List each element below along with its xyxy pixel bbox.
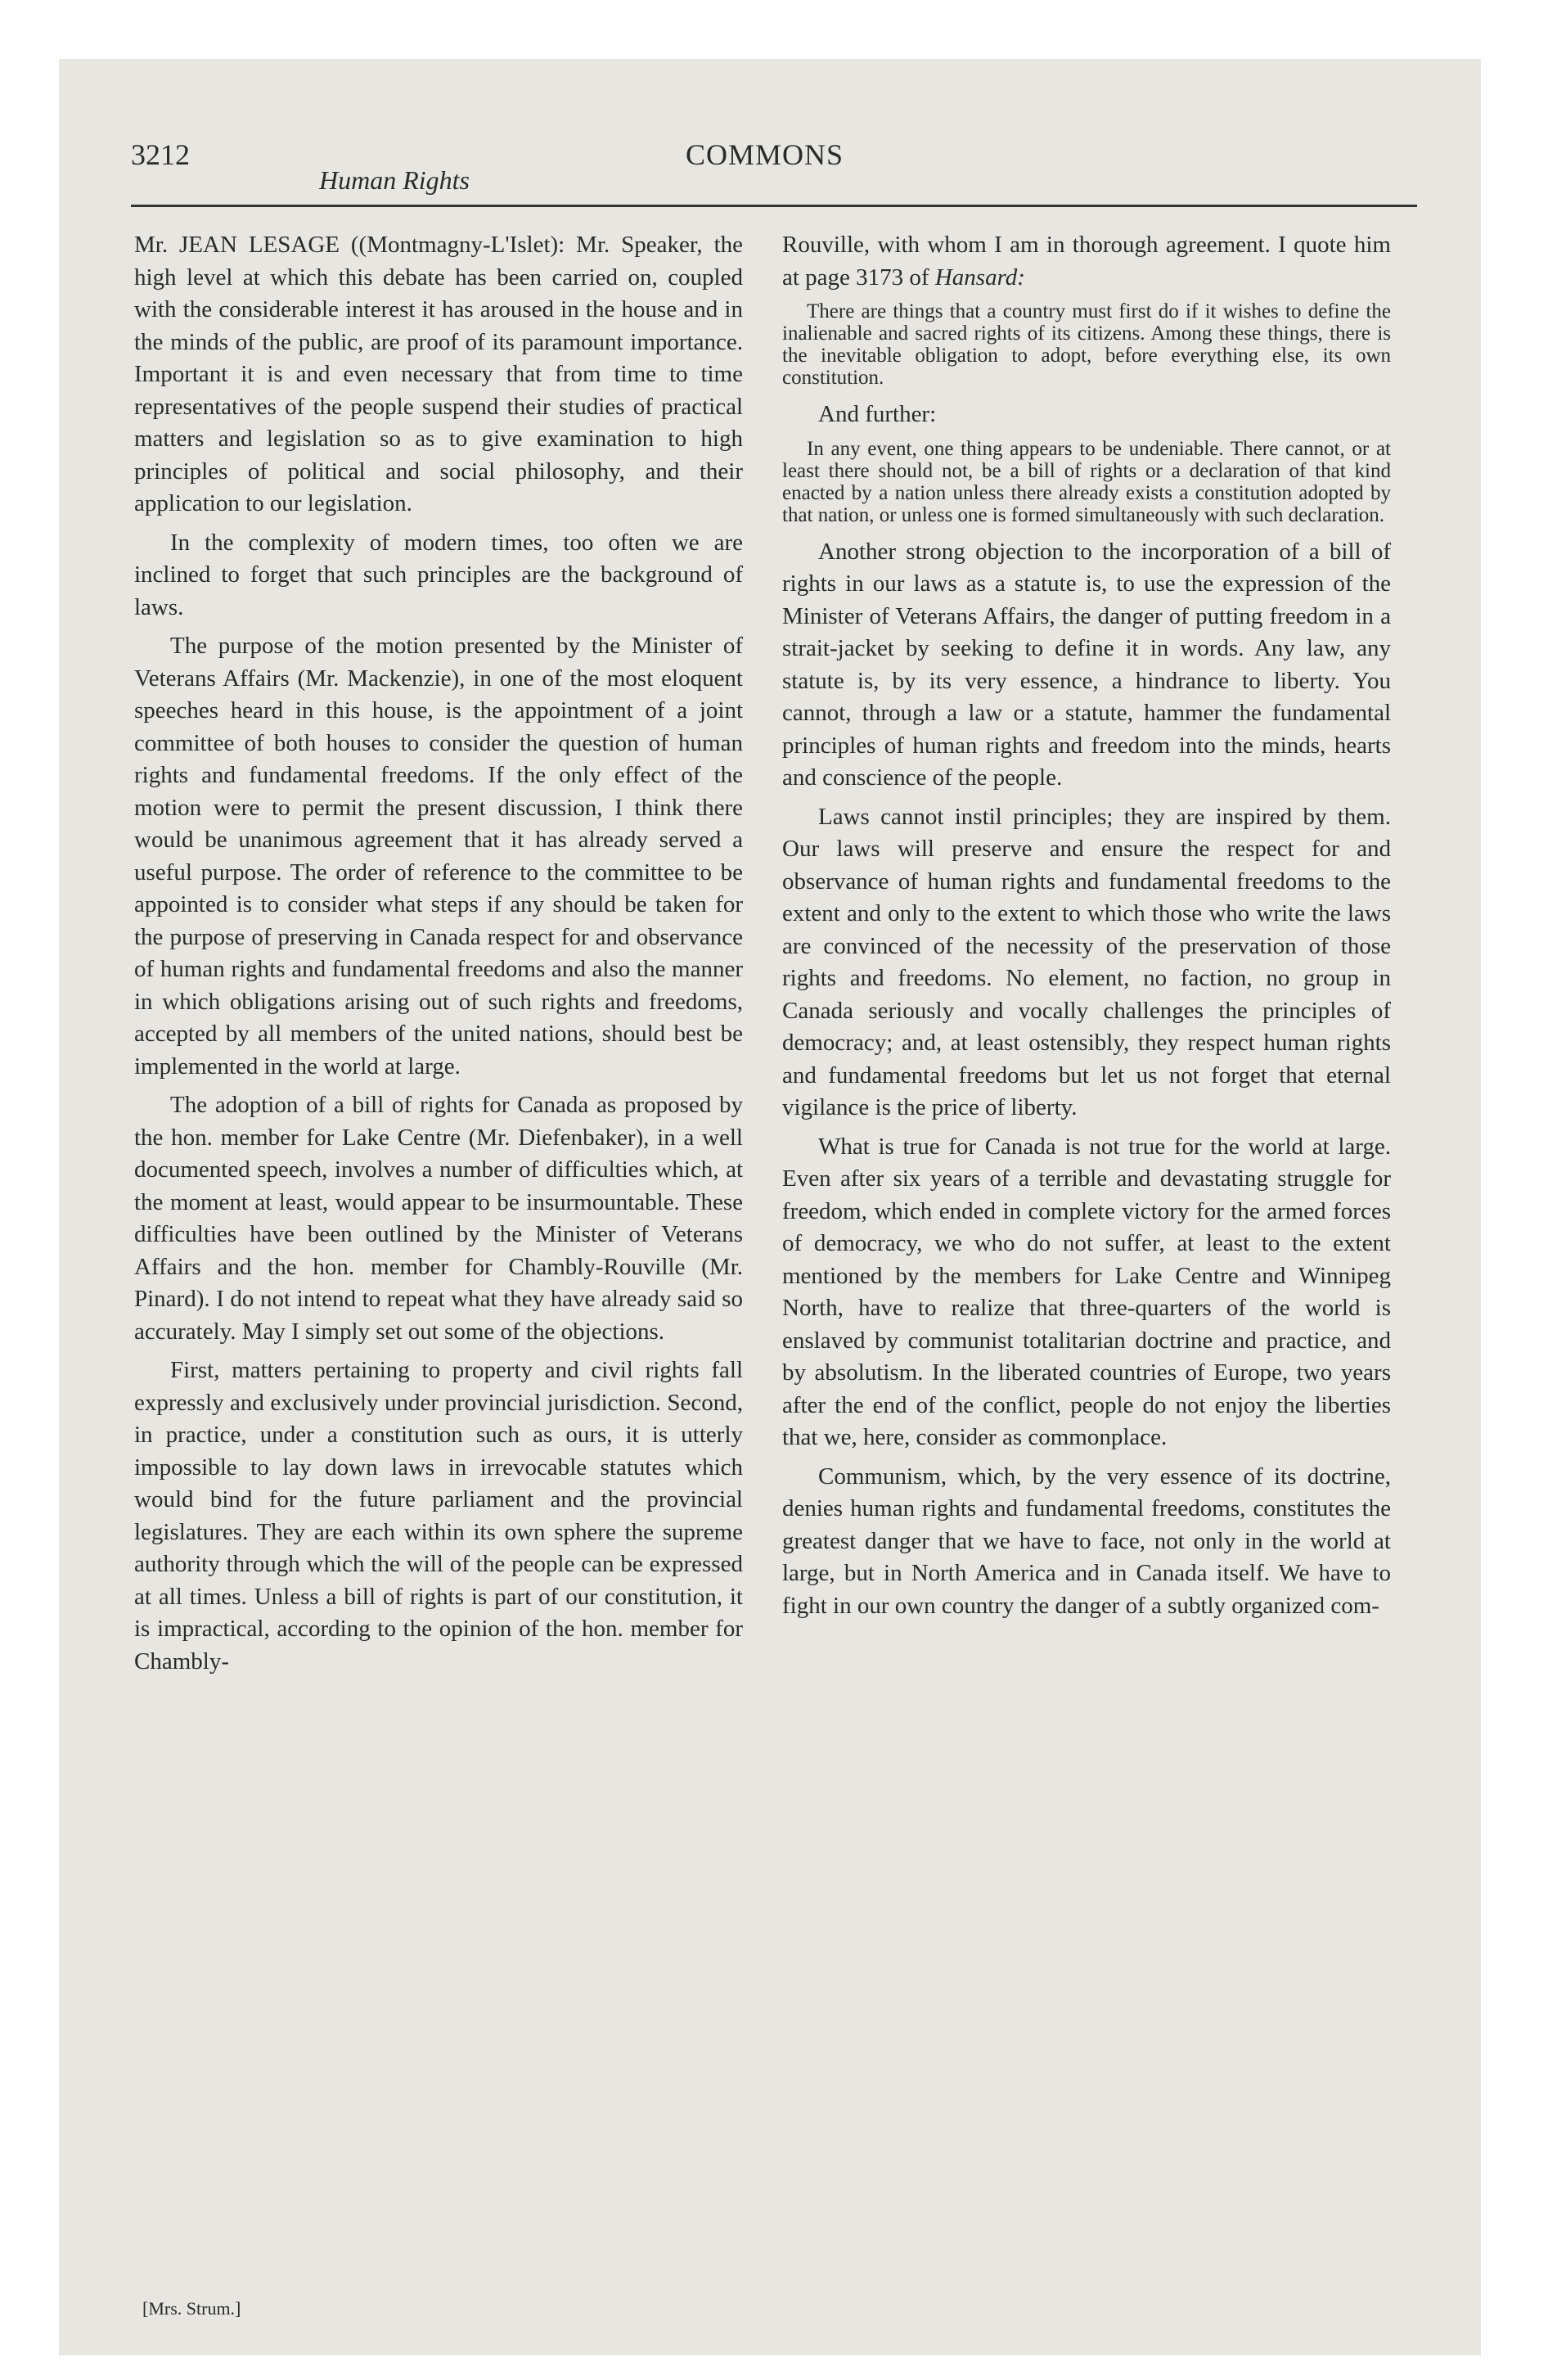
paragraph: The adoption of a bill of rights for Canada as proposed by the hon. member for Lake Centre (Mr. Diefenbaker), in a well documented speech, involves a number of difficulties which, at the moment at least, would appear to be insurmountable. These difficulties have been outlined by the Minister of Veterans Affairs and the hon. member for Chambly-Rouville (Mr. Pinard). I do not intend to repeat what they have already said so accurately. May I simply set out some of the objections. bbox=[134, 1092, 743, 1345]
paragraph: And further: bbox=[818, 401, 937, 427]
paragraph: What is true for Canada is not true for the world at large. Even after six years of a terrible and devastating struggle for freedom, which ended in complete victory for the armed forces of democracy, we who do not suffer, at least to the extent mentioned by the members for Lake Centre and Winnipeg North, have to realize that three-quarters of the world is enslaved by communist totalitarian doctrine and practice, and by absolutism. In the liberated countries of Europe, two years after the end of the conflict, people do not enjoy the liberties that we, here, consider as commonplace. bbox=[782, 1133, 1391, 1450]
paragraph: Laws cannot instil principles; they are inspired by them. Our laws will preserve and ensure the respect for and observance of human rights and fundamental freedoms to the extent and only to the extent to which those who write the laws are convinced of the necessity of the preservation of those rights and freedoms. No element, no faction, no group in Canada seriously and vocally challenges the principles of democracy; and, at least ostensibly, they respect human rights and fundamental freedoms but let us not forget that eternal vigilance is the price of liberty. bbox=[782, 803, 1391, 1120]
paragraph-text: Mr. Speaker, the high level at which this debate has been carried on, coupled with the considerable interest it has aroused in the house and in the minds of the public, are proof of its paramount importance. Important it is and even necessary that from time to time representatives of the people suspend their studies of practical matters and legislation so as to give examination to high principles of political and social philosophy, and their application to our legislation. bbox=[134, 232, 744, 516]
speech-opening-paragraph bbox=[134, 229, 743, 521]
left-column bbox=[134, 229, 743, 1684]
paragraph: Communism, which, by the very essence of its doctrine, denies human rights and fundamental freedoms, constitutes the greatest danger that we have to face, not only in the world at large, but in North America and in Canada itself. We have to fight in our own country the danger of a subtly organized com- bbox=[782, 1463, 1391, 1619]
block-quote: There are things that a country must first do if it wishes to define the inalienable and sacred rights of its citizens. Among these things, there is the inevitable obligation to adopt, before everything else, its own constitution. bbox=[782, 300, 1391, 389]
running-title: COMMONS bbox=[686, 138, 844, 171]
hansard-reference: Hansard: bbox=[934, 264, 1025, 291]
paragraph: First, matters pertaining to property and civil rights fall expressly and exclusively under provincial jurisdiction. Second, in practice, under a constitution such as ours, it is utterly impossible to lay down laws in irrevocable statutes which would bind for the future parliament and the provincial legislatures. They are each within its own sphere the supreme authority through which the will of the people can be expressed at all times. Unless a bill of rights is part of our constitution, it is impractical, according to the opinion of the hon. member for Chambly- bbox=[134, 1357, 743, 1675]
paragraph: In the complexity of modern times, too often we are inclined to forget that such principles are the background of laws. bbox=[134, 529, 743, 620]
page-number: 3212 bbox=[131, 138, 190, 171]
page-header bbox=[131, 123, 1417, 208]
paragraph: Another strong objection to the incorporation of a bill of rights in our laws as a statute is, to use the expression of the Minister of Veterans Affairs, the danger of putting freedom in a strait-jacket by seeking to define it in words. Any law, any statute is, by its very essence, a hindrance to liberty. You cannot, through a law or a statute, hammer the fundamental principles of human rights and freedom into the minds, hearts and conscience of the people. bbox=[782, 538, 1391, 791]
header-rule bbox=[131, 205, 1417, 207]
paragraph-text: Rouville, with whom I am in thorough agreement. I quote him at page 3173 of bbox=[782, 232, 1391, 291]
right-column bbox=[782, 229, 1391, 1629]
speaker-name: Mr. JEAN LESAGE ((Montmagny-L'Islet): bbox=[134, 232, 565, 258]
block-quote: In any event, one thing appears to be undeniable. There cannot, or at least there should not, be a bill of rights or a declaration of that kind enacted by a nation unless there already exists a constitution adopted by that nation, or unless one is formed simultaneously with such declaration. bbox=[782, 437, 1391, 526]
continued-paragraph bbox=[782, 229, 1391, 294]
paragraph: The purpose of the motion presented by the Minister of Veterans Affairs (Mr. Mackenzie), in one of the most eloquent speeches heard in this house, is the appointment of a joint committee of both houses to consider the question of human rights and fundamental freedoms. If the only effect of the motion were to permit the present discussion, I think there would be unanimous agreement that it has already served a useful purpose. The order of reference to the committee to be appointed is to consider what steps if any should be taken for the purpose of preserving in Canada respect for and observance of human rights and fundamental freedoms and also the manner in which obligations arising out of such rights and freedoms, accepted by all members of the united nations, should best be implemented in the world at large. bbox=[134, 633, 743, 1080]
document-page bbox=[131, 123, 1417, 2319]
speaker-footnote: [Mrs. Strum.] bbox=[142, 2298, 241, 2319]
section-title: Human Rights bbox=[319, 165, 470, 195]
